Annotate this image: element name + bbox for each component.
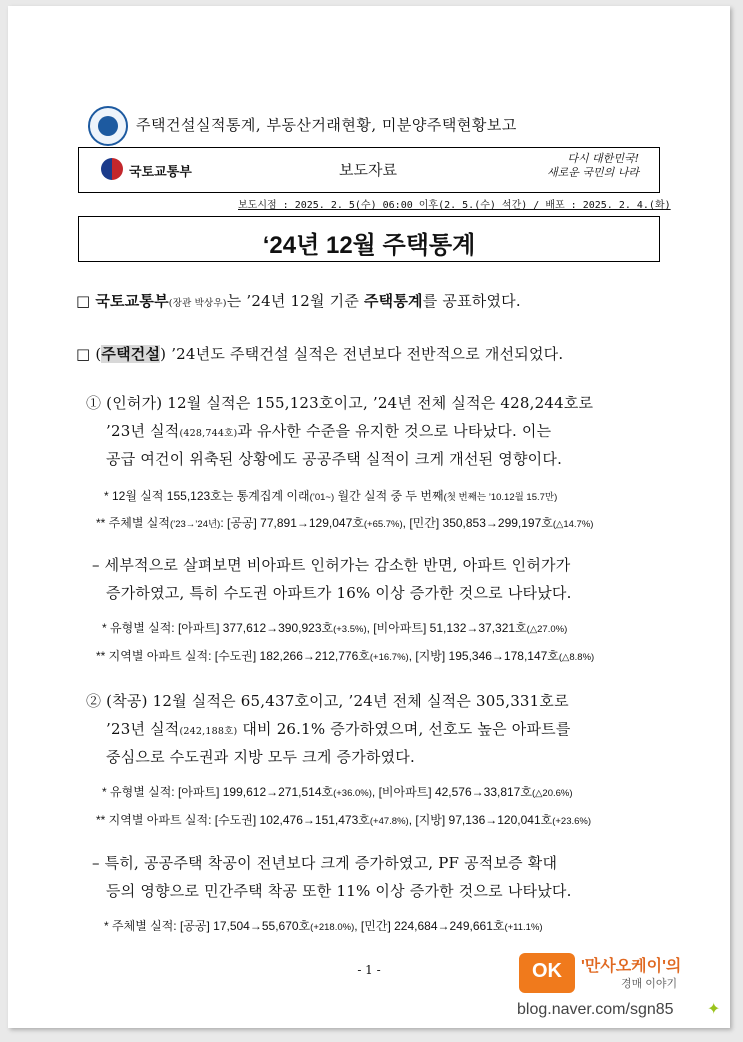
ministry-name: 국토교통부 — [129, 164, 192, 179]
sec1-line1: ① (인허가) 12월 실적은 155,123호이고, ’24년 전체 실적은 428,244호로 — [86, 394, 594, 412]
sec2-detail1: – 특히, 공공주택 착공이 전년보다 크게 증가하였고, PF 공적보증 확대 — [92, 854, 558, 872]
ok-logo-icon: OK — [519, 953, 575, 993]
sec1-detail1: – 세부적으로 살펴보면 비아파트 인허가는 감소한 반면, 아파트 인허가가 — [92, 556, 571, 574]
sec2-note3: * 주체별 실적: [공공] 17,504→55,670호(+218.0%), [민간] 224,684→249,661호(+11.1%) — [104, 919, 543, 933]
sec2-line2: ’23년 실적(242,188호) 대비 26.1% 증가하였으며, 선호도 높은 아파트를 — [106, 720, 571, 738]
slogan: 다시 대한민국! 새로운 국민의 나라 — [546, 152, 639, 179]
press-release-label: 보도자료 — [339, 161, 397, 179]
sec1-note4: ** 지역별 아파트 실적: [수도권] 182,266→212,776호(+16.7%), [지방] 195,346→178,147호(△8.8%) — [96, 649, 595, 663]
sec1-note1: * 12월 실적 155,123호는 통계집계 이래(’01~) 월간 실적 중 두 번째(첫 번째는 ’10.12월 15.7만) — [104, 489, 558, 503]
bullet-announcement: □ 국토교통부(장관 박상우)는 ’24년 12월 기준 주택통계를 공표하였다. — [76, 292, 521, 310]
sec1-detail2: 증가하였고, 특히 수도권 아파트가 16% 이상 증가한 것으로 나타났다. — [106, 584, 572, 602]
sec1-note2: ** 주체별 실적(’23→’24년): [공공] 77,891→129,047호(+65.7%), [민간] 350,853→299,197호(△14.7%) — [96, 516, 594, 530]
ministry-logo-icon — [101, 158, 123, 180]
sec2-detail2: 등의 영향으로 민간주택 착공 또한 11% 이상 증가한 것으로 나타났다. — [106, 882, 572, 900]
sec2-line3: 중심으로 수도권과 지방 모두 크게 증가하였다. — [106, 748, 415, 766]
document-title: ‘24년 12월 주택통계 — [262, 232, 476, 259]
sec2-note1: * 유형별 실적: [아파트] 199,612→271,514호(+36.0%), [비아파트] 42,576→33,817호(△20.6%) — [102, 785, 573, 799]
watermark-url: blog.naver.com/sgn85 — [517, 1001, 674, 1018]
watermark-subtitle: 경매 이야기 — [621, 978, 678, 990]
report-subject: 주택건설실적통계, 부동산거래현황, 미분양주택현황보고 — [136, 116, 517, 134]
sec2-note2: ** 지역별 아파트 실적: [수도권] 102,476→151,473호(+47.8%), [지방] 97,136→120,041호(+23.6%) — [96, 813, 592, 827]
page-number: - 1 - — [357, 963, 381, 977]
sec1-line3: 공급 여건이 위축된 상황에도 공공주택 실적이 크게 개선된 영향이다. — [106, 450, 563, 468]
government-emblem-icon — [88, 106, 128, 146]
press-header-box — [78, 147, 660, 193]
star-icon: ✦ — [707, 999, 721, 1018]
title-box — [78, 216, 660, 262]
sec1-line2: ’23년 실적(428,744호)과 유사한 수준을 유지한 것으로 나타났다. 이는 — [106, 422, 552, 440]
document-page — [8, 6, 730, 1028]
sec1-note3: * 유형별 실적: [아파트] 377,612→390,923호(+3.5%), [비아파트] 51,132→37,321호(△27.0%) — [102, 621, 568, 635]
watermark-name: '만사오케이'의 — [581, 958, 682, 975]
release-timing: 보도시점 : 2025. 2. 5(수) 06:00 이후(2. 5.(수) 석간) / 배포 : 2025. 2. 4.(화) — [238, 200, 671, 211]
bullet-housing-construction: □ (주택건설) ’24년도 주택건설 실적은 전년보다 전반적으로 개선되었다. — [76, 345, 564, 363]
sec2-line1: ② (착공) 12월 실적은 65,437호이고, ’24년 전체 실적은 305,331호로 — [86, 692, 569, 710]
blog-watermark — [511, 945, 730, 1025]
